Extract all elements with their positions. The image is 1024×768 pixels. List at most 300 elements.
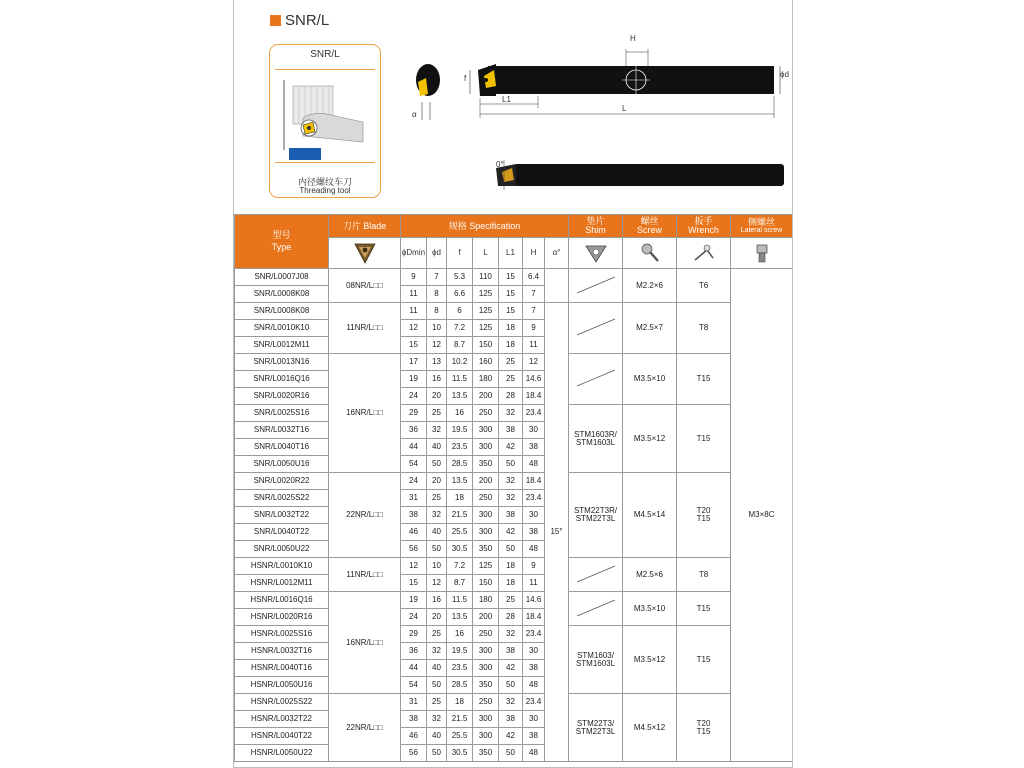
spec-cell-dmin: 36 [401,422,427,439]
spec-cell-d: 40 [427,728,447,745]
blade-cell: 22NR/L□□ [329,694,401,762]
spec-cell-dmin: 24 [401,609,427,626]
screw-cell: M3.5×10 [623,592,677,626]
spec-cell-f: 21.5 [447,507,473,524]
spec-cell-l1: 18 [499,320,523,337]
spec-cell-l1: 50 [499,745,523,762]
wrench-header [677,215,731,238]
diagonal-line-icon [573,598,619,618]
spec-cell-h: 38 [523,660,545,677]
spec-cell-l: 300 [473,422,499,439]
wrench-header-cn: 扳手 [694,216,713,226]
spec-cell-l: 300 [473,524,499,541]
shim-header [569,215,623,238]
spec-cell-l1: 32 [499,473,523,490]
spec-cell-l1: 18 [499,575,523,592]
type-cell: SNR/L0008K08 [235,303,329,320]
spec-cell-l1: 28 [499,388,523,405]
spec-cell-dmin: 46 [401,728,427,745]
shim-icon [583,242,609,264]
section-title [270,10,329,30]
dim-label-alpha: α [412,110,417,119]
screw-icon [639,242,661,264]
spec-cell-l1: 18 [499,558,523,575]
type-cell: HSNR/L0050U22 [235,745,329,762]
tool-thumbnail [269,44,381,198]
spec-cell-dmin: 56 [401,745,427,762]
spec-cell-h: 30 [523,643,545,660]
dim-label-h: H [630,34,636,43]
spec-cell-d: 25 [427,490,447,507]
spec-cell-h: 7 [523,303,545,320]
spec-cell-dmin: 38 [401,711,427,728]
spec-cell-l1: 32 [499,490,523,507]
spec-cell-l1: 42 [499,660,523,677]
blade-icon [352,241,378,265]
spec-cell-f: 6 [447,303,473,320]
spec-cell-l: 200 [473,609,499,626]
spec-cell-dmin: 15 [401,337,427,354]
spec-cell-h: 23.4 [523,626,545,643]
spec-cell-l: 300 [473,439,499,456]
spec-cell-l: 150 [473,337,499,354]
table-row [235,558,793,575]
wrench-cell: T20 T15 [677,694,731,762]
spec-cell-d: 13 [427,354,447,371]
spec-cell-h: 30 [523,507,545,524]
shim-cell: STM1603R/ STM1603L [569,405,623,473]
lateral-screw-header-cn: 侧螺丝 [748,217,776,227]
spec-cell-h: 30 [523,711,545,728]
spec-cell-l1: 25 [499,354,523,371]
type-cell: HSNR/L0012M11 [235,575,329,592]
spec-cell-l: 350 [473,677,499,694]
spec-cell-f: 18 [447,490,473,507]
spec-cell-dmin: 29 [401,405,427,422]
type-cell: SNR/L0050U16 [235,456,329,473]
spec-cell-f: 18 [447,694,473,711]
spec-cell-l1: 25 [499,592,523,609]
type-cell: SNR/L0020R22 [235,473,329,490]
type-cell: SNR/L0040T22 [235,524,329,541]
specification-table-body [235,269,793,762]
type-cell: HSNR/L0025S22 [235,694,329,711]
blade-icon-cell [329,238,401,269]
thumbnail-title: SNR/L [310,49,340,60]
dim-label-l1: L1 [502,95,511,104]
blade-cell: 08NR/L□□ [329,269,401,303]
tool-dimension-drawing [404,34,789,205]
spec-cell-d: 8 [427,286,447,303]
spec-cell-h: 18.4 [523,388,545,405]
spec-cell-l1: 28 [499,609,523,626]
spec-cell-d: 20 [427,609,447,626]
spec-cell-l1: 42 [499,524,523,541]
spec-cell-f: 23.5 [447,439,473,456]
screw-cell: M2.5×6 [623,558,677,592]
type-cell: SNR/L0010K10 [235,320,329,337]
spec-cell-d: 32 [427,711,447,728]
lateral-screw-icon [751,242,773,264]
spec-cell-dmin: 54 [401,456,427,473]
title-marker-icon [270,15,281,26]
spec-cell-d: 50 [427,541,447,558]
spec-cell-h: 9 [523,320,545,337]
shim-cell [569,269,623,303]
table-row [235,626,793,643]
spec-cell-f: 25.5 [447,524,473,541]
screw-cell: M3.5×10 [623,354,677,405]
shim-cell: STM22T3R/ STM22T3L [569,473,623,558]
type-cell: SNR/L0040T16 [235,439,329,456]
spec-cell-h: 14.6 [523,371,545,388]
spec-cell-l: 125 [473,320,499,337]
col-header-f: f [447,238,473,269]
spec-cell-d: 25 [427,694,447,711]
spec-cell-dmin: 31 [401,694,427,711]
spec-cell-dmin: 19 [401,592,427,609]
spec-cell-f: 16 [447,405,473,422]
type-cell: SNR/L0032T16 [235,422,329,439]
spec-cell-l: 150 [473,575,499,592]
table-row [235,354,793,371]
thumbnail-caption-en: Threading tool [299,186,351,195]
spec-cell-dmin: 24 [401,388,427,405]
wrench-header-en: Wrench [688,225,719,235]
spec-cell-l: 300 [473,507,499,524]
blade-cell: 11NR/L□□ [329,303,401,354]
spec-cell-h: 48 [523,456,545,473]
spec-cell-d: 16 [427,592,447,609]
spec-cell-dmin: 44 [401,660,427,677]
wrench-cell: T15 [677,592,731,626]
spec-cell-l: 180 [473,371,499,388]
spec-cell-f: 28.5 [447,677,473,694]
spec-cell-d: 50 [427,456,447,473]
spec-cell-l1: 38 [499,643,523,660]
table-row [235,592,793,609]
spec-cell-h: 14.6 [523,592,545,609]
spec-cell-f: 30.5 [447,541,473,558]
dim-label-l: L [622,104,627,113]
spec-cell-dmin: 54 [401,677,427,694]
type-cell: SNR/L0012M11 [235,337,329,354]
spec-cell-h: 6.4 [523,269,545,286]
blade-cell: 22NR/L□□ [329,473,401,558]
lateral-screw-cell: M3×8C [731,269,793,762]
shim-cell [569,558,623,592]
spec-cell-l1: 50 [499,677,523,694]
dim-label-f: f [464,74,467,83]
screw-header-cn: 螺丝 [640,216,659,226]
spec-cell-l1: 18 [499,337,523,354]
spec-cell-l1: 32 [499,694,523,711]
type-cell: HSNR/L0020R16 [235,609,329,626]
lateral-screw-header-en: Lateral screw [740,227,783,234]
col-header-h: H [523,238,545,269]
table-row [235,694,793,711]
type-header [235,215,329,269]
screw-cell: M2.5×7 [623,303,677,354]
spec-cell-dmin: 38 [401,507,427,524]
spec-cell-h: 30 [523,422,545,439]
spec-cell-d: 20 [427,388,447,405]
spec-cell-f: 8.7 [447,337,473,354]
spec-cell-l1: 25 [499,371,523,388]
type-cell: HSNR/L0032T22 [235,711,329,728]
spec-cell-l1: 38 [499,711,523,728]
type-cell: SNR/L0020R16 [235,388,329,405]
spec-cell-d: 7 [427,269,447,286]
blade-cell: 16NR/L□□ [329,592,401,694]
spec-cell-f: 25.5 [447,728,473,745]
spec-cell-dmin: 17 [401,354,427,371]
specification-table [234,214,793,762]
spec-cell-l: 125 [473,558,499,575]
spec-cell-f: 11.5 [447,371,473,388]
type-header-cn: 型号 [272,230,291,240]
spec-cell-l1: 38 [499,422,523,439]
col-header-dmin: ϕDmin [401,238,427,269]
spec-cell-l1: 38 [499,507,523,524]
diagonal-line-icon [573,275,619,295]
shim-cell [569,592,623,626]
spec-cell-l1: 50 [499,456,523,473]
shim-header-en: Shim [585,225,606,235]
diagonal-line-icon [573,368,619,388]
blade-header: 刀片 Blade [329,215,401,238]
spec-cell-l: 250 [473,405,499,422]
spec-cell-h: 38 [523,524,545,541]
spec-cell-d: 10 [427,558,447,575]
spec-cell-f: 5.3 [447,269,473,286]
screw-cell: M4.5×14 [623,473,677,558]
lateral-screw-icon-cell [731,238,793,269]
spec-cell-h: 23.4 [523,490,545,507]
spec-cell-d: 40 [427,524,447,541]
spec-cell-l: 300 [473,728,499,745]
spec-cell-l1: 50 [499,541,523,558]
spec-cell-f: 28.5 [447,456,473,473]
spec-cell-l: 300 [473,711,499,728]
spec-cell-d: 40 [427,439,447,456]
screw-header [623,215,677,238]
dim-label-phi-d: ϕd [780,70,789,79]
spec-cell-l: 250 [473,694,499,711]
spec-cell-d: 32 [427,422,447,439]
type-cell: HSNR/L0010K10 [235,558,329,575]
wrench-cell: T15 [677,354,731,405]
spec-cell-h: 18.4 [523,473,545,490]
spec-cell-l1: 32 [499,405,523,422]
spec-cell-l: 160 [473,354,499,371]
spec-cell-l1: 15 [499,269,523,286]
blade-cell: 16NR/L□□ [329,354,401,473]
wrench-cell: T15 [677,405,731,473]
spec-cell-h: 11 [523,337,545,354]
spec-cell-f: 13.5 [447,609,473,626]
type-cell: SNR/L0008K08 [235,286,329,303]
type-cell: SNR/L0050U22 [235,541,329,558]
col-header-d: ϕd [427,238,447,269]
spec-cell-d: 50 [427,677,447,694]
wrench-cell: T20 T15 [677,473,731,558]
shim-icon-cell [569,238,623,269]
type-cell: HSNR/L0032T16 [235,643,329,660]
screw-cell: M3.5×12 [623,405,677,473]
spec-cell-l: 200 [473,388,499,405]
spec-cell-h: 38 [523,439,545,456]
table-row [235,303,793,320]
spec-cell-f: 7.2 [447,320,473,337]
spec-cell-h: 23.4 [523,694,545,711]
spec-cell-l: 125 [473,286,499,303]
type-cell: HSNR/L0016Q16 [235,592,329,609]
shim-cell [569,303,623,354]
type-cell: HSNR/L0050U16 [235,677,329,694]
spec-cell-dmin: 11 [401,303,427,320]
wrench-icon [691,242,717,264]
spec-cell-dmin: 44 [401,439,427,456]
spec-cell-d: 32 [427,643,447,660]
alpha-cell-blank [545,269,569,303]
table-row [235,269,793,286]
spec-cell-l1: 15 [499,286,523,303]
diagonal-line-icon [573,317,619,337]
spec-cell-f: 19.5 [447,643,473,660]
spec-cell-l: 300 [473,660,499,677]
spec-cell-l: 180 [473,592,499,609]
spec-cell-dmin: 29 [401,626,427,643]
spec-cell-d: 12 [427,337,447,354]
spec-cell-l1: 42 [499,439,523,456]
spec-cell-f: 11.5 [447,592,473,609]
spec-cell-h: 48 [523,541,545,558]
spec-cell-d: 8 [427,303,447,320]
catalog-sheet [233,0,793,768]
spec-cell-f: 8.7 [447,575,473,592]
section-title-text: SNR/L [285,11,330,29]
spec-cell-l: 350 [473,456,499,473]
spec-cell-dmin: 12 [401,558,427,575]
type-cell: SNR/L0013N16 [235,354,329,371]
spec-cell-d: 32 [427,507,447,524]
screw-icon-cell [623,238,677,269]
spec-cell-f: 19.5 [447,422,473,439]
spec-header: 规格 Specification [401,215,569,238]
spec-cell-dmin: 12 [401,320,427,337]
table-row [235,473,793,490]
blade-cell: 11NR/L□□ [329,558,401,592]
type-cell: SNR/L0016Q16 [235,371,329,388]
spec-cell-l1: 42 [499,728,523,745]
shim-header-cn: 垫片 [586,216,605,226]
shim-cell: STM1603/ STM1603L [569,626,623,694]
thumbnail-caption-cn: 内径螺纹车刀 [297,177,352,187]
wrench-cell: T15 [677,626,731,694]
spec-cell-h: 18.4 [523,609,545,626]
spec-cell-f: 23.5 [447,660,473,677]
spec-cell-dmin: 31 [401,490,427,507]
spec-cell-l1: 32 [499,626,523,643]
spec-cell-dmin: 19 [401,371,427,388]
table-row [235,405,793,422]
spec-cell-f: 13.5 [447,473,473,490]
spec-cell-dmin: 9 [401,269,427,286]
spec-cell-f: 13.5 [447,388,473,405]
type-cell: SNR/L0025S22 [235,490,329,507]
spec-cell-l: 350 [473,541,499,558]
wrench-cell: T8 [677,558,731,592]
col-header-l: L [473,238,499,269]
col-header-alpha: α° [545,238,569,269]
spec-cell-dmin: 11 [401,286,427,303]
spec-cell-h: 48 [523,745,545,762]
wrench-cell: T6 [677,269,731,303]
spec-cell-d: 25 [427,626,447,643]
lateral-screw-header [731,215,793,238]
shim-cell: STM22T3/ STM22T3L [569,694,623,762]
spec-cell-f: 10.2 [447,354,473,371]
spec-cell-f: 30.5 [447,745,473,762]
dim-label-zero-deg: 0° [496,160,504,169]
screw-cell: M2.2×6 [623,269,677,303]
spec-cell-dmin: 36 [401,643,427,660]
spec-cell-l: 300 [473,643,499,660]
spec-cell-d: 25 [427,405,447,422]
spec-cell-h: 12 [523,354,545,371]
spec-cell-d: 20 [427,473,447,490]
spec-cell-f: 16 [447,626,473,643]
spec-cell-f: 6.6 [447,286,473,303]
spec-cell-l: 350 [473,745,499,762]
col-header-l1: L1 [499,238,523,269]
spec-cell-dmin: 46 [401,524,427,541]
type-cell: SNR/L0025S16 [235,405,329,422]
shim-cell [569,354,623,405]
type-header-en: Type [271,242,292,252]
type-cell: SNR/L0007J08 [235,269,329,286]
spec-cell-h: 48 [523,677,545,694]
screw-header-en: Screw [637,225,663,235]
spec-cell-l: 125 [473,303,499,320]
spec-cell-dmin: 56 [401,541,427,558]
spec-cell-dmin: 24 [401,473,427,490]
spec-cell-h: 7 [523,286,545,303]
diagonal-line-icon [573,564,619,584]
spec-cell-l1: 15 [499,303,523,320]
spec-cell-d: 40 [427,660,447,677]
spec-cell-h: 11 [523,575,545,592]
threading-tool-illustration [275,69,375,163]
spec-cell-h: 23.4 [523,405,545,422]
type-cell: HSNR/L0040T22 [235,728,329,745]
alpha-cell: 15° [545,303,569,762]
spec-cell-h: 9 [523,558,545,575]
spec-cell-d: 12 [427,575,447,592]
spec-cell-dmin: 15 [401,575,427,592]
type-cell: SNR/L0032T22 [235,507,329,524]
spec-cell-d: 10 [427,320,447,337]
spec-cell-l: 250 [473,626,499,643]
wrench-icon-cell [677,238,731,269]
spec-cell-f: 21.5 [447,711,473,728]
spec-cell-d: 16 [427,371,447,388]
spec-cell-l: 250 [473,490,499,507]
spec-cell-l: 200 [473,473,499,490]
screw-cell: M3.5×12 [623,626,677,694]
type-cell: HSNR/L0025S16 [235,626,329,643]
